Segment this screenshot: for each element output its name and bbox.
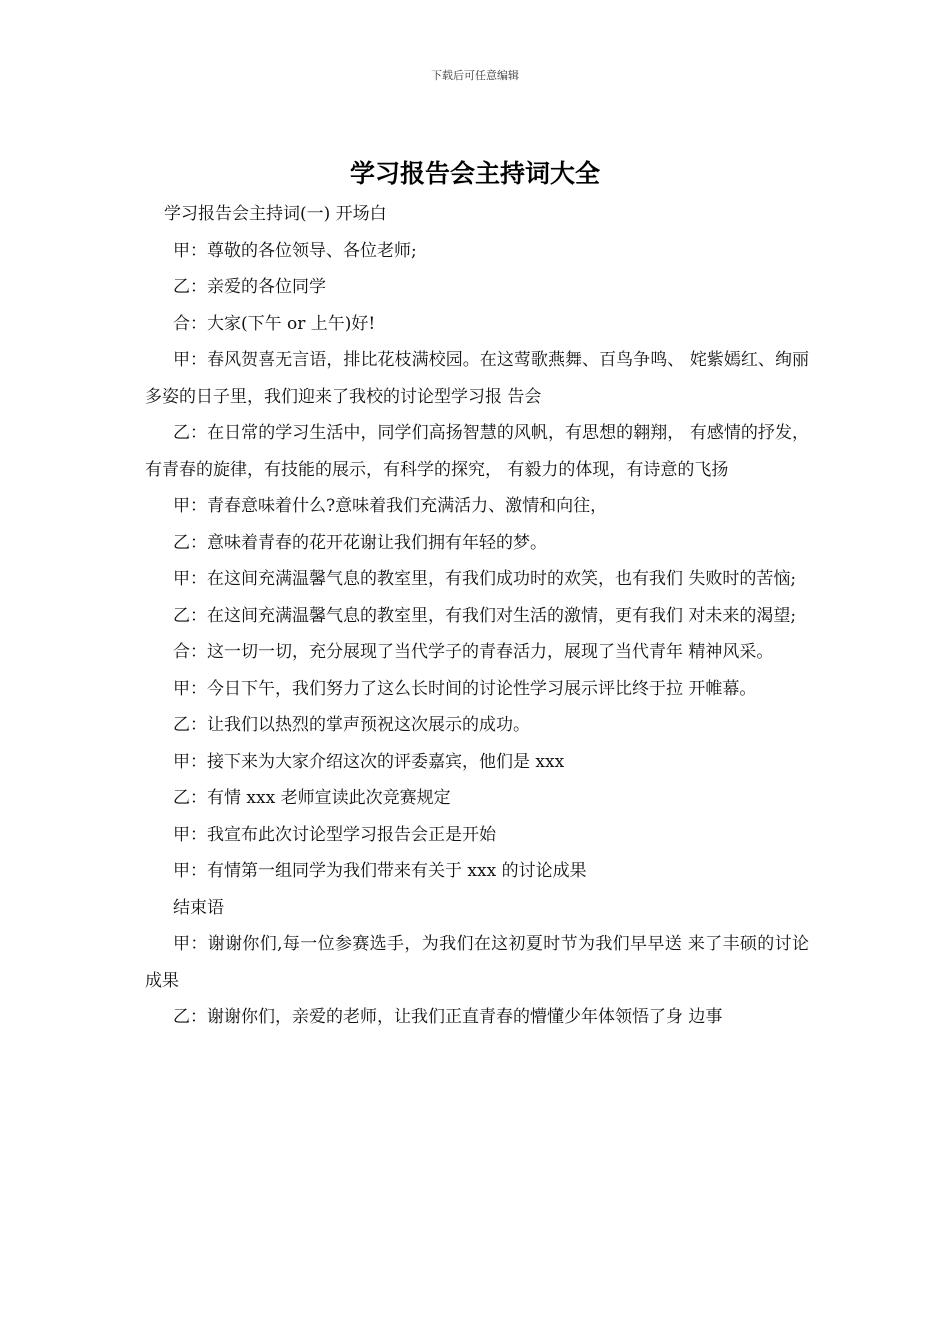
paragraph: 乙：有情 xxx 老师宣读此次竞赛规定	[173, 788, 451, 808]
paragraph: 甲：有情第一组同学为我们带来有关于 xxx 的讨论成果	[173, 861, 587, 881]
paragraph: 甲：谢谢你们,每一位参赛选手，为我们在这初夏时节为我们早早送 来了丰硕的讨论成果	[145, 934, 809, 991]
paragraph: 乙：让我们以热烈的掌声预祝这次展示的成功。	[173, 715, 530, 735]
closing-heading: 结束语	[173, 897, 224, 918]
paragraph: 甲：今日下午，我们努力了这么长时间的讨论性学习展示评比终于拉 开帷幕。	[173, 678, 757, 699]
paragraph: 乙：亲爱的各位同学	[173, 277, 326, 297]
paragraph: 乙：在日常的学习生活中，同学们高扬智慧的风帆，有思想的翱翔， 有感情的抒发，有青春的旋律，有技能的展示，有科学的探究， 有毅力的体现，有诗意的飞扬	[145, 423, 809, 480]
paragraph: 甲：尊敬的各位领导、各位老师;	[173, 240, 417, 261]
paragraph: 合：这一切一切，充分展现了当代学子的青春活力，展现了当代青年 精神风采。	[173, 642, 774, 662]
paragraph: 甲：接下来为大家介绍这次的评委嘉宾，他们是 xxx	[173, 751, 565, 772]
document-title: 学习报告会主持词大全	[349, 159, 600, 188]
paragraph: 甲：青春意味着什么?意味着我们充满活力、激情和向往，	[173, 496, 608, 516]
paragraph: 甲：在这间充满温馨气息的教室里，有我们成功时的欢笑，也有我们 失败时的苦恼;	[173, 569, 797, 589]
paragraph: 甲：我宣布此次讨论型学习报告会正是开始	[173, 824, 496, 845]
document-body	[145, 196, 809, 1036]
paragraph: 乙：意味着青春的花开花谢让我们拥有年轻的梦。	[173, 532, 547, 553]
paragraph: 合：大家(下午 or 上午)好!	[173, 313, 376, 334]
header-note: 下载后可任意编辑	[431, 69, 519, 82]
section-heading: 学习报告会主持词(一) 开场白	[164, 204, 387, 224]
paragraph: 甲：春风贺喜无言语，排比花枝满校园。在这莺歌燕舞、百鸟争鸣、 姹紫嫣红、绚丽多姿的日子里，我们迎来了我校的讨论型学习报 告会	[145, 350, 809, 407]
paragraph: 乙：谢谢你们，亲爱的老师，让我们正直青春的懵懂少年体领悟了身 边事	[173, 1007, 723, 1027]
paragraph: 乙：在这间充满温馨气息的教室里，有我们对生活的激情，更有我们 对未来的渴望;	[173, 605, 797, 626]
